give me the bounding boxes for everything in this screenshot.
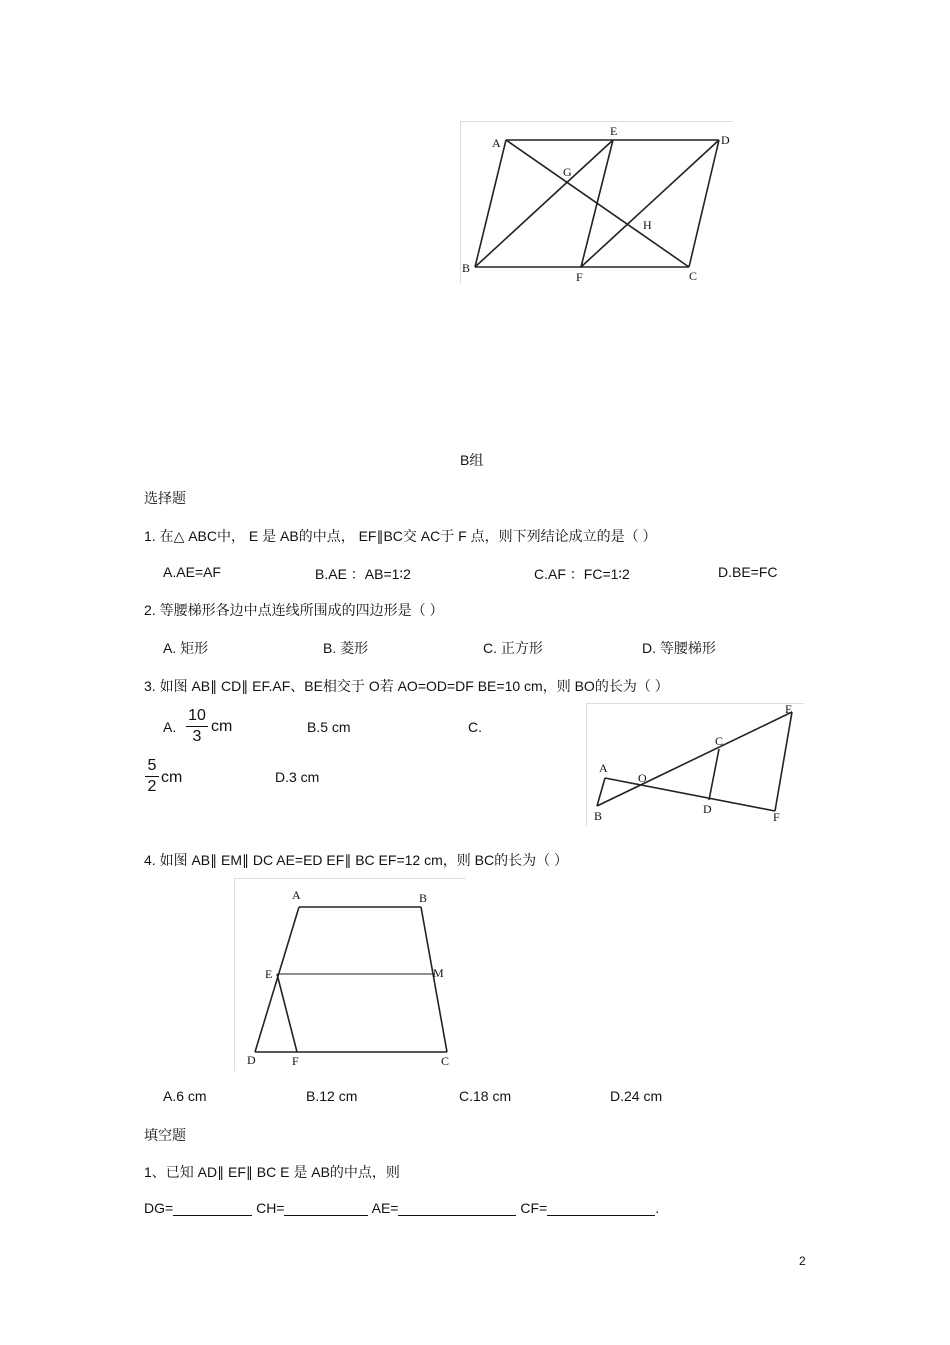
q4-label-F: F — [292, 1054, 299, 1068]
ae-blank[interactable] — [398, 1201, 516, 1216]
q3-label-B: B — [594, 809, 603, 823]
q4-label-C: C — [441, 1054, 450, 1068]
q3-label-E: E — [785, 704, 793, 716]
q1-option-a: A.AE=AF — [163, 564, 221, 580]
dg-label: DG= — [144, 1200, 174, 1216]
q3-label-O: O — [638, 771, 647, 785]
q2-stem: 2. 等腰梯形各边中点连线所围成的四边形是（ ） — [144, 602, 444, 618]
label-G: G — [563, 165, 572, 179]
q4-option-c: C.18 cm — [459, 1088, 512, 1104]
q2-option-b: B. 菱形 — [323, 640, 369, 656]
figure-q3 — [586, 703, 804, 826]
group-title: B组 — [460, 452, 484, 468]
q3-option-a-numerator: 10 — [188, 707, 206, 724]
section-choice-title: 选择题 — [144, 490, 186, 506]
q3-option-b: B.5 cm — [307, 719, 351, 735]
ch-label: CH= — [256, 1200, 285, 1216]
label-F: F — [576, 270, 583, 284]
figure-q4 — [234, 878, 466, 1071]
label-D: D — [721, 133, 730, 147]
q4-label-A: A — [292, 888, 301, 902]
q4-label-M: M — [433, 966, 444, 980]
q3-option-c-fraction — [145, 757, 159, 796]
q3-option-a-fraction — [186, 707, 208, 746]
q2-option-d: D. 等腰梯形 — [642, 640, 716, 656]
label-H: H — [643, 218, 652, 232]
q3-label-A: A — [599, 761, 608, 775]
q3-label-C: C — [715, 734, 724, 748]
q3-label-F: F — [773, 810, 780, 824]
q4-label-B: B — [419, 891, 428, 905]
figure-parallelogram — [460, 121, 733, 284]
q1-stem: 1. 在△ ABC中， E 是 AB的中点， EF∥BC交 AC于 F 点，则下列结论成立的是（ ） — [144, 528, 657, 544]
q2-option-c: C. 正方形 — [483, 640, 543, 656]
ch-blank[interactable] — [284, 1201, 368, 1216]
q4-label-D: D — [247, 1053, 256, 1067]
fill1-answer-line — [144, 1200, 659, 1216]
q3-label-D: D — [703, 802, 712, 816]
q4-stem: 4. 如图 AB∥ EM∥ DC AE=ED EF∥ BC EF=12 cm，则 BC的长为（ ） — [144, 852, 568, 868]
q3-option-a-prefix: A. — [163, 719, 177, 735]
q4-option-a: A.6 cm — [163, 1088, 207, 1104]
q3-stem: 3. 如图 AB∥ CD∥ EF.AF、BE相交于 O若 AO=OD=DF BE=10 cm，则 BO的长为（ ） — [144, 678, 669, 694]
q1-option-d: D.BE=FC — [718, 564, 778, 580]
label-B: B — [462, 261, 471, 275]
q3-option-a-unit: cm — [211, 718, 233, 735]
label-C: C — [689, 269, 698, 283]
q4-option-d: D.24 cm — [610, 1088, 663, 1104]
dg-blank[interactable] — [173, 1201, 252, 1216]
q3-option-a-denominator: 3 — [192, 728, 202, 745]
q1-option-b: B.AE ：AB=1∶2 — [315, 566, 411, 582]
page-number: 2 — [799, 1254, 806, 1268]
q4-label-E: E — [265, 967, 273, 981]
cf-blank[interactable] — [547, 1201, 655, 1216]
section-fill-title: 填空题 — [144, 1127, 186, 1143]
ae-label: AE= — [371, 1200, 399, 1216]
q3-option-c-unit: cm — [161, 769, 183, 786]
fill1-stem: 1、已知 AD∥ EF∥ BC E 是 AB的中点，则 — [144, 1164, 400, 1180]
q4-option-b: B.12 cm — [306, 1088, 358, 1104]
q1-option-c: C.AF ：FC=1∶2 — [534, 566, 630, 582]
q3-option-c-denominator: 2 — [147, 778, 157, 795]
fill1-end: . — [655, 1200, 660, 1216]
q3-option-c-numerator: 5 — [147, 757, 157, 774]
cf-label: CF= — [520, 1200, 548, 1216]
label-E: E — [610, 124, 618, 138]
q2-option-a: A. 矩形 — [163, 640, 209, 656]
q3-option-d: D.3 cm — [275, 769, 320, 785]
q3-option-c-prefix: C. — [468, 719, 482, 735]
label-A: A — [492, 136, 501, 150]
